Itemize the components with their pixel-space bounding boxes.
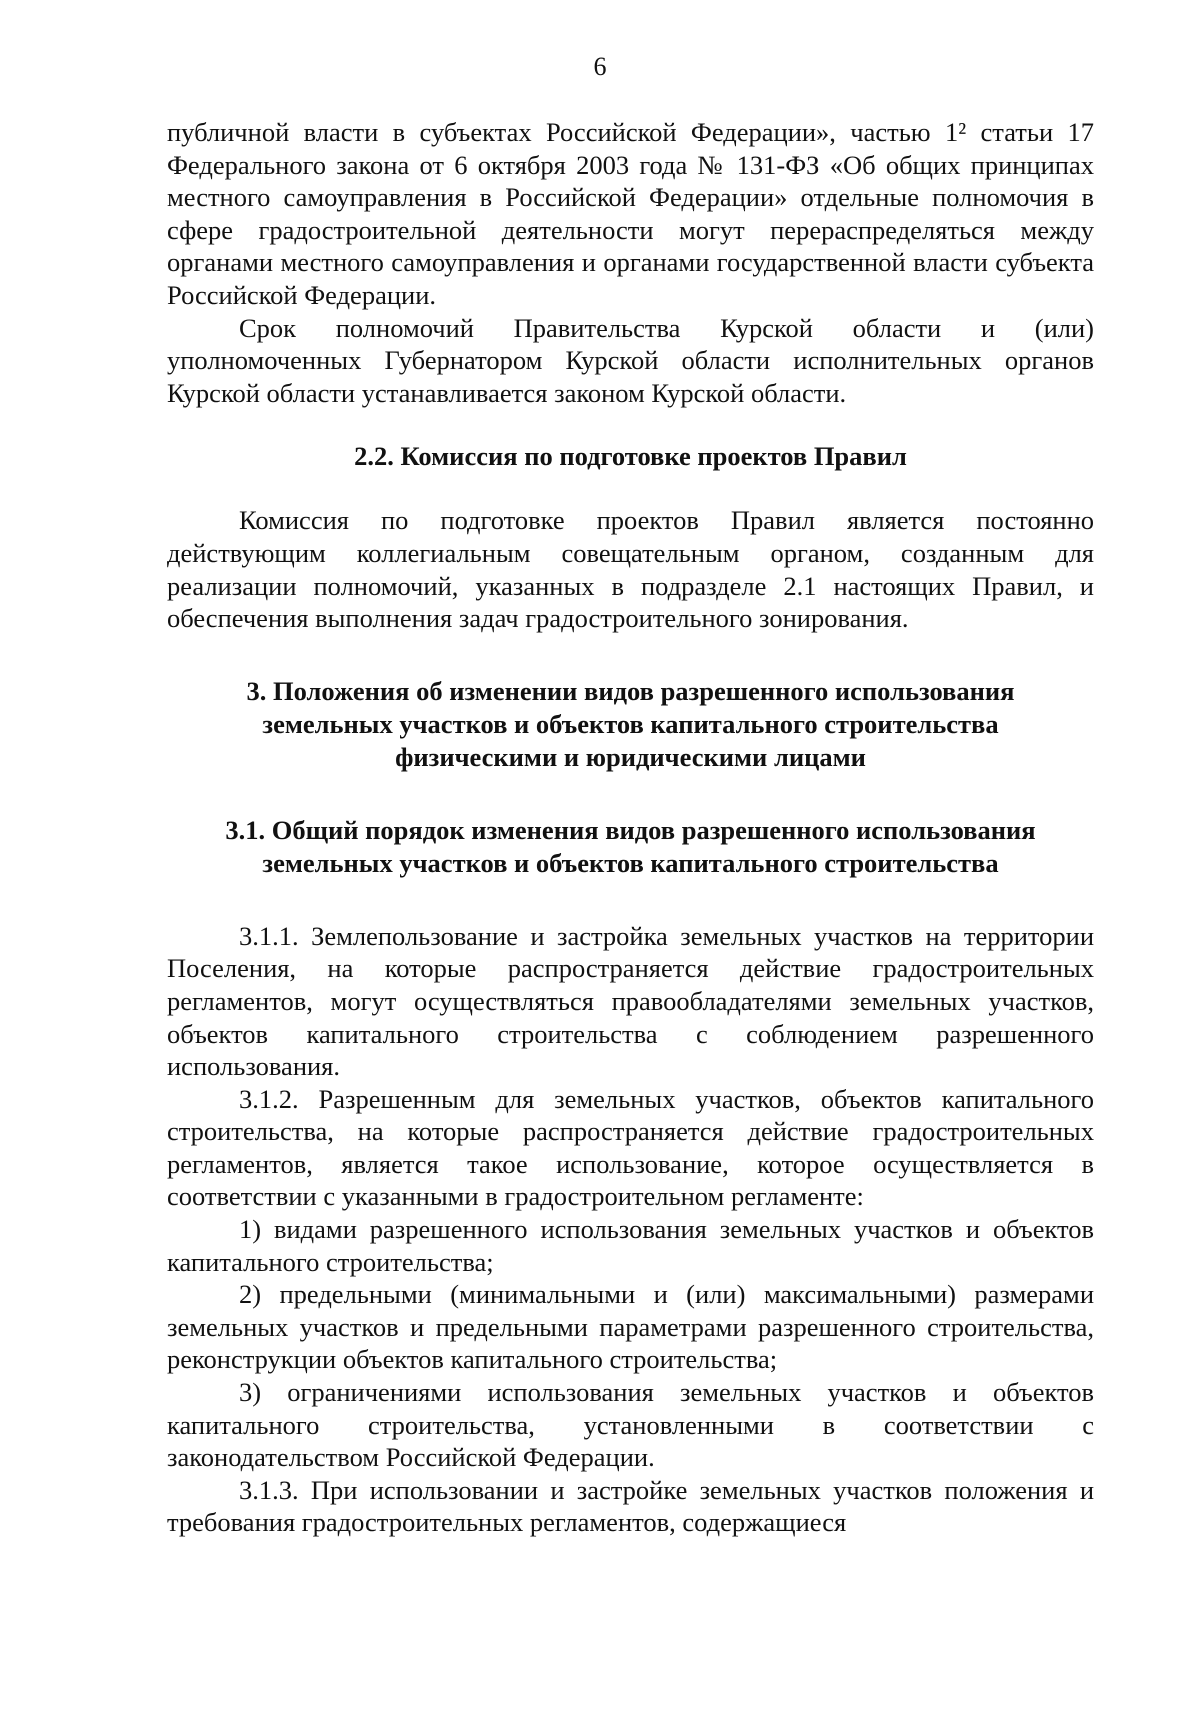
heading-line: земельных участков и объектов капитального строительства: [262, 847, 999, 878]
heading-line: 3. Положения об изменении видов разрешенного использования: [246, 675, 1015, 706]
paragraph-3-1-1: 3.1.1. Землепользование и застройка земельных участков на территории Поселения, на которые распространяется действие градостроительных регламентов, могут осуществляться правообладателями земельных участков, объектов капитального строительства с соблюдением разрешенного использования.: [167, 920, 1094, 1082]
paragraph-3-1-2: 3.1.2. Разрешенным для земельных участков, объектов капитального строительства, на которые распространяется действие градостроительных регламентов, является такое использование, которое осуществляется в соответствии с указанными в градостроительном регламенте:: [167, 1083, 1094, 1212]
paragraph-3-1-3: 3.1.3. При использовании и застройке земельных участков положения и требования градостроительных регламентов, содержащиеся: [167, 1474, 1094, 1538]
list-item-3: 3) ограничениями использования земельных участков и объектов капитального строительства, установленными в соответствии с законодательством Российской Федерации.: [167, 1377, 1094, 1473]
heading-line: 3.1. Общий порядок изменения видов разрешенного использования: [225, 814, 1036, 845]
document-body: [167, 116, 1094, 1539]
heading-line: физическими и юридическими лицами: [395, 741, 866, 772]
page-number: 6: [593, 52, 607, 81]
section-heading-2-2: 2.2. Комиссия по подготовке проектов Правил: [354, 441, 907, 472]
paragraph-federal-law-reference: публичной власти в субъектах Российской Федерации», частью 1² статьи 17 Федерального закона от 6 октября 2003 года № 131-ФЗ «Об общих принципах местного самоуправления в Российской Федерации» отдельные полномочия в сфере градостроительной деятельности могут перераспределяться между органами местного самоуправления и органами государственной власти субъекта Российской Федерации.: [167, 117, 1094, 310]
paragraph-term-of-powers: Срок полномочий Правительства Курской области и (или) уполномоченных Губернатором Курской области исполнительных органов Курской области устанавливается законом Курской области.: [167, 312, 1094, 408]
paragraph-commission: Комиссия по подготовке проектов Правил является постоянно действующим коллегиальным совещательным органом, созданным для реализации полномочий, указанных в подразделе 2.1 настоящих Правил, и обеспечения выполнения задач градостроительного зонирования.: [167, 505, 1094, 634]
list-item-1: 1) видами разрешенного использования земельных участков и объектов капитального строительства;: [167, 1214, 1094, 1277]
heading-line: земельных участков и объектов капитального строительства: [262, 708, 999, 739]
section-heading-3-1: [167, 814, 1094, 880]
section-heading-3: [167, 675, 1094, 774]
list-item-2: 2) предельными (минимальными и (или) максимальными) размерами земельных участков и предельными параметрами разрешенного строительства, реконструкции объектов капитального строительства;: [167, 1279, 1094, 1375]
